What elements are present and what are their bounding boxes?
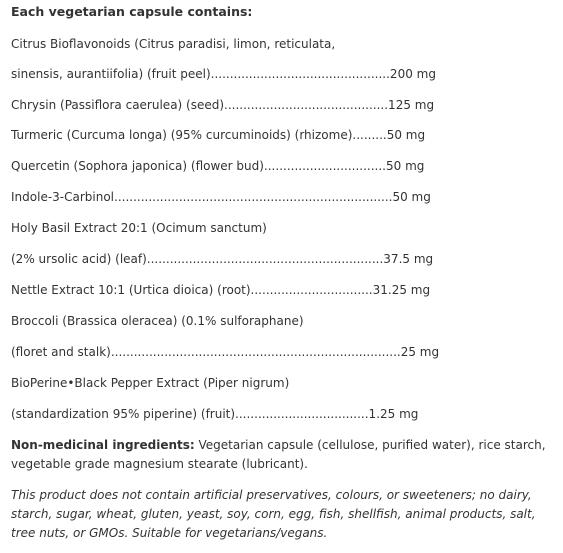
ingredient-line: sinensis, aurantiifolia) (fruit peel)...............................................200 mg <box>11 67 436 81</box>
ingredient-line: Indole-3-Carbinol.........................................................................50 mg <box>11 190 431 204</box>
ingredient-line: (2% ursolic acid) (leaf)..............................................................37.5 mg <box>11 252 434 266</box>
ingredient-line: Chrysin (Passiflora caerulea) (seed)...........................................125 mg <box>11 98 435 112</box>
non-medicinal-ingredients <box>11 436 546 474</box>
ingredient-line: Quercetin (Sophora japonica) (flower bud)................................50 mg <box>11 159 425 173</box>
ingredient-line: Turmeric (Curcuma longa) (95% curcuminoids) (rhizome).........50 mg <box>11 128 426 142</box>
ingredient-line: Broccoli (Brassica oleracea) (0.1% sulforaphane) <box>11 314 304 328</box>
ingredients-heading: Each vegetarian capsule contains: <box>11 4 253 19</box>
ingredient-line: (floret and stalk)............................................................................25 mg <box>11 345 440 359</box>
ingredient-line: Citrus Bioflavonoids (Citrus paradisi, limon, reticulata, <box>11 37 336 51</box>
ingredient-line: Holy Basil Extract 20:1 (Ocimum sanctum) <box>11 221 267 235</box>
ingredient-line: Nettle Extract 10:1 (Urtica dioica) (root)................................31.25 mg <box>11 283 431 297</box>
disclaimer-text: This product does not contain artificial preservatives, colours, or sweeteners; no dairy, starch, sugar, wheat, gluten, yeast, soy, corn, egg, fish, shellfish, animal products, salt, tree nuts, or GMOs. Suitable for vegetarians/vegans. <box>11 488 536 540</box>
ingredient-line: (standardization 95% piperine) (fruit)...................................1.25 mg <box>11 407 419 421</box>
non-medicinal-text: Vegetarian capsule (cellulose, purified water), rice starch, vegetable grade magnesium stearate (lubricant). <box>11 438 546 471</box>
ingredient-line: BioPerine•Black Pepper Extract (Piper nigrum) <box>11 376 290 390</box>
non-medicinal-label: Non-medicinal ingredients: <box>11 438 195 452</box>
